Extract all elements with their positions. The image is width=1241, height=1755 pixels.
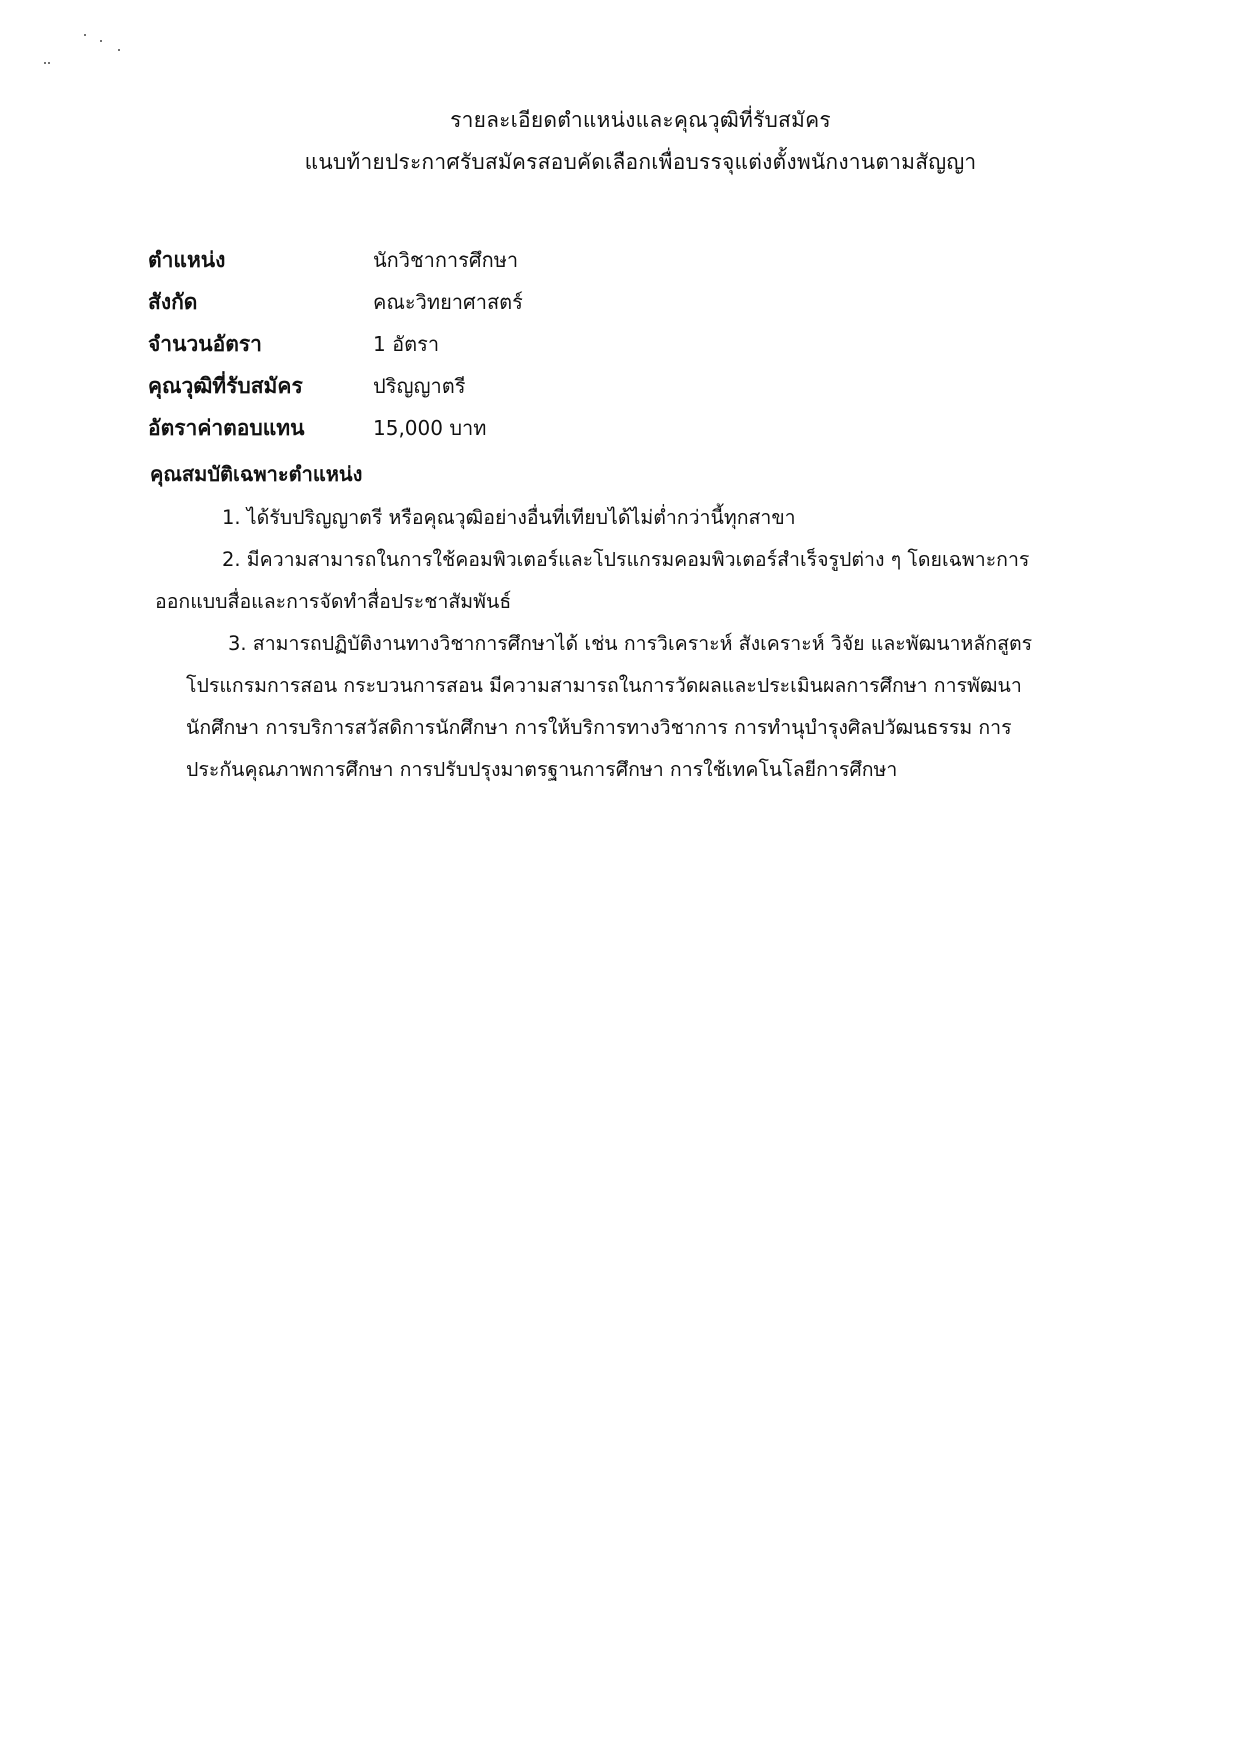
document-title: รายละเอียดตำแหน่งและคุณวุฒิที่รับสมัคร bbox=[450, 108, 831, 132]
field-value-salary: 15,000 บาท bbox=[373, 416, 487, 440]
qualification-item-1: 1. ได้รับปริญญาตรี หรือคุณวุฒิอย่างอื่นที่เทียบได้ไม่ต่ำกว่านี้ทุกสาขา bbox=[222, 506, 796, 529]
qualification-item-3-line-4: ประกันคุณภาพการศึกษา การปรับปรุงมาตรฐานการศึกษา การใช้เทคโนโลยีการศึกษา bbox=[186, 758, 898, 781]
field-label-vacancies: จำนวนอัตรา bbox=[148, 332, 262, 356]
field-label-qualification: คุณวุฒิที่รับสมัคร bbox=[148, 374, 303, 398]
field-label-position: ตำแหน่ง bbox=[148, 248, 226, 272]
section-heading-qualifications: คุณสมบัติเฉพาะตำแหน่ง bbox=[150, 462, 363, 486]
qualification-item-3-line-2: โปรแกรมการสอน กระบวนการสอน มีความสามารถในการวัดผลและประเมินผลการศึกษา การพัฒนา bbox=[186, 674, 1022, 697]
scan-speck bbox=[118, 49, 120, 51]
scan-speck bbox=[100, 40, 102, 42]
field-label-department: สังกัด bbox=[148, 290, 198, 314]
qualification-item-2-line-2: ออกแบบสื่อและการจัดทำสื่อประชาสัมพันธ์ bbox=[155, 590, 512, 613]
document-subtitle: แนบท้ายประกาศรับสมัครสอบคัดเลือกเพื่อบรรจุแต่งตั้งพนักงานตามสัญญา bbox=[304, 150, 977, 174]
field-value-vacancies: 1 อัตรา bbox=[373, 332, 440, 356]
qualification-item-3-line-1: 3. สามารถปฏิบัติงานทางวิชาการศึกษาได้ เช่น การวิเคราะห์ สังเคราะห์ วิจัย และพัฒนาหลักสูตร bbox=[228, 632, 1033, 655]
scan-speck bbox=[44, 62, 46, 64]
field-value-qualification: ปริญญาตรี bbox=[373, 374, 466, 398]
qualification-item-2-line-1: 2. มีความสามารถในการใช้คอมพิวเตอร์และโปรแกรมคอมพิวเตอร์สำเร็จรูปต่าง ๆ โดยเฉพาะการ bbox=[222, 548, 1030, 571]
field-label-salary: อัตราค่าตอบแทน bbox=[148, 416, 305, 440]
scan-speck bbox=[84, 34, 86, 36]
qualification-item-3-line-3: นักศึกษา การบริการสวัสดิการนักศึกษา การให้บริการทางวิชาการ การทำนุบำรุงศิลปวัฒนธรรม การ bbox=[186, 716, 1012, 739]
field-value-department: คณะวิทยาศาสตร์ bbox=[373, 290, 523, 314]
field-value-position: นักวิชาการศึกษา bbox=[373, 248, 519, 272]
scan-speck bbox=[48, 62, 50, 64]
